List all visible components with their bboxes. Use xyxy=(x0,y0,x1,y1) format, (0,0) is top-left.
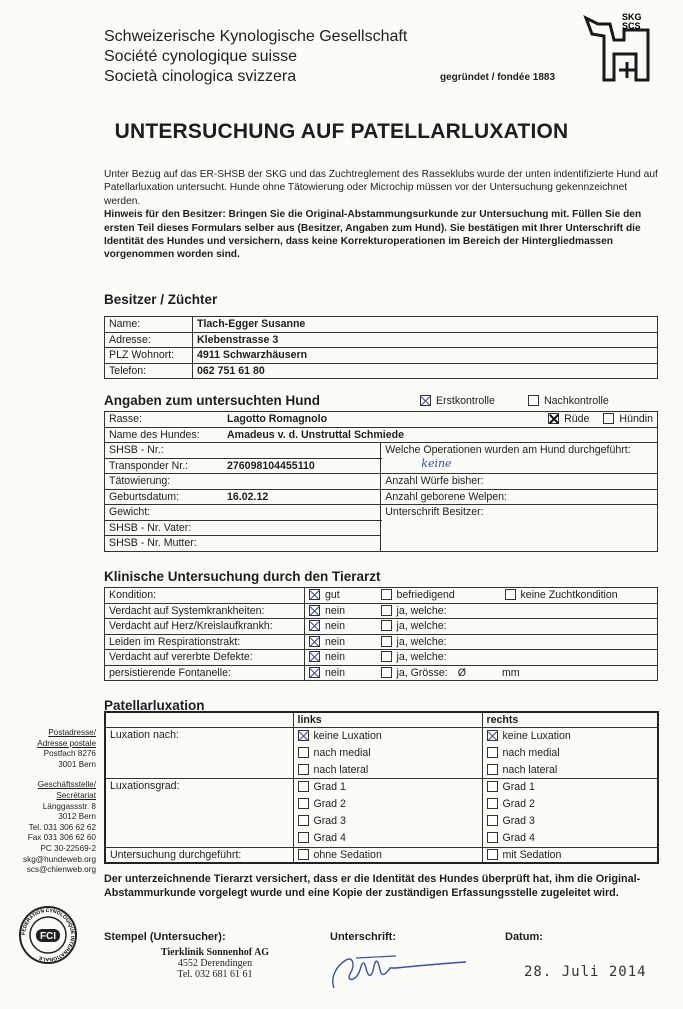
breed-value[interactable]: Lagotto Romagnolo xyxy=(227,413,328,425)
luxation-left xyxy=(293,728,482,779)
postadresse-label: Postadresse/ xyxy=(48,728,96,737)
secretariat-label: Secrétariat xyxy=(56,790,96,800)
ja-label: ja, welche: xyxy=(396,620,447,632)
breed-cell xyxy=(105,412,381,428)
shsb-cell[interactable]: SHSB - Nr.: xyxy=(105,443,381,459)
erstkontrolle-option[interactable] xyxy=(420,395,495,407)
medial-right-checkbox[interactable] xyxy=(487,747,498,758)
owner-signature-cell[interactable]: Unterschrift Besitzer: xyxy=(381,505,658,552)
email-scs[interactable]: scs@chienweb.org xyxy=(26,865,96,875)
post-city: 3001 Bern xyxy=(58,759,96,769)
clinical-row xyxy=(105,619,658,635)
keine-luxation-right-checkbox[interactable] xyxy=(487,730,498,741)
logo-text-skg: SKG xyxy=(622,12,642,22)
breed-label: Rasse: xyxy=(109,413,142,425)
clinical-row xyxy=(105,603,658,619)
option-label: nach lateral xyxy=(502,763,558,776)
grade-right-option[interactable] xyxy=(487,830,654,847)
luxation-right xyxy=(482,728,658,779)
lux-left-option[interactable] xyxy=(298,745,478,762)
birthdate-cell xyxy=(105,489,381,505)
stamp-clinic-city: 4552 Derendingen xyxy=(177,958,253,969)
dog-table xyxy=(104,411,658,552)
ja-checkbox[interactable] xyxy=(381,651,392,662)
weight-cell[interactable]: Gewicht: xyxy=(105,505,381,521)
grade-left-option[interactable] xyxy=(298,813,478,830)
grad3-right-checkbox[interactable] xyxy=(487,815,498,826)
option-label: Grad 2 xyxy=(502,798,535,811)
nachkontrolle-label: Nachkontrolle xyxy=(544,395,609,407)
grade-left-option[interactable] xyxy=(298,796,478,813)
clinical-label: Verdacht auf Systemkrankheiten: xyxy=(105,603,305,619)
lux-right-option[interactable] xyxy=(487,762,654,779)
vet-signature xyxy=(326,948,476,992)
sedation-label: Untersuchung durchgeführt: xyxy=(105,847,293,863)
fci-text: FCI xyxy=(39,931,57,942)
clinical-option-ja[interactable] xyxy=(377,603,658,619)
stamp-clinic-phone: Tel. 032 681 61 61 xyxy=(177,969,253,980)
owner-hint: Hinweis für den Besitzer: Bringen Sie die Original-Abstammungsurkunde zur Untersuchung mit. Füllen Sie den ersten Teil dieses Formulars selber aus (Besitzer, Angaben zum Hund). Sie bestätigen mit Ihrer Unterschrift die Identität des Hundes und versichern, dass keine Korrekturoperationen im Bereich der Hintergliedmassen vorgenommen worden sind. xyxy=(104,209,642,261)
contact-sidebar xyxy=(6,728,96,876)
grade-left-option[interactable] xyxy=(298,830,478,847)
owner-label: PLZ Wohnort: xyxy=(105,348,193,364)
diameter-symbol: Ø xyxy=(457,666,466,679)
dog-row xyxy=(105,427,658,443)
patella-heading: Patellarluxation xyxy=(104,698,205,713)
option-label: keine Luxation xyxy=(502,730,571,742)
ja-checkbox[interactable] xyxy=(381,667,392,678)
father-cell[interactable]: SHSB - Nr. Vater: xyxy=(105,520,381,536)
clinic-stamp xyxy=(140,947,290,980)
patella-header-row xyxy=(105,712,658,728)
clinical-label: Kondition: xyxy=(105,588,305,604)
ja-size-label: ja, Grösse: xyxy=(396,666,448,679)
links-header: links xyxy=(293,712,482,728)
puppies-cell[interactable]: Anzahl geborene Welpen: xyxy=(381,489,658,505)
nein-checkbox[interactable] xyxy=(309,636,320,647)
dog-row xyxy=(105,474,658,490)
page-title: UNTERSUCHUNG AUF PATELLARLUXATION xyxy=(114,120,569,143)
clinical-label: Verdacht auf vererbte Defekte: xyxy=(105,650,305,666)
postal-account: PC 30-22569-2 xyxy=(40,843,96,853)
operations-answer: keine xyxy=(421,457,452,470)
owner-address-value[interactable]: Klebenstrasse 3 xyxy=(193,332,658,348)
nein-label: nein xyxy=(325,666,346,679)
grade-right-option[interactable] xyxy=(487,813,654,830)
mit-sedation-checkbox[interactable] xyxy=(487,849,498,860)
clinical-row xyxy=(105,665,658,681)
grad1-right-checkbox[interactable] xyxy=(487,781,498,792)
clinical-option-keine-zucht[interactable] xyxy=(501,588,658,604)
gut-label: gut xyxy=(325,589,340,601)
geschaeftsstelle-label: Geschäftsstelle/ xyxy=(37,780,96,790)
owner-row xyxy=(105,363,658,379)
rechts-header: rechts xyxy=(482,712,658,728)
ohne-sedation-label: ohne Sedation xyxy=(313,848,382,861)
fci-ring-text: FEDERATION CYNOLOGIQUE INTERNATIONALE xyxy=(20,907,76,963)
clinical-option-nein[interactable] xyxy=(305,650,377,666)
grade-left-option[interactable] xyxy=(298,779,478,796)
option-label: Grad 4 xyxy=(313,831,346,844)
owner-row xyxy=(105,317,658,333)
huendin-checkbox[interactable] xyxy=(603,413,614,424)
gut-checkbox[interactable] xyxy=(309,589,320,600)
adresse-postale-label: Adresse postale xyxy=(37,738,96,748)
huendin-label: Hündin xyxy=(619,413,653,425)
option-label: Grad 4 xyxy=(502,831,535,844)
org-name-it: Società cinologica svizzera xyxy=(104,68,297,85)
medial-left-checkbox[interactable] xyxy=(298,747,309,758)
owner-row xyxy=(105,348,658,364)
grade-label: Luxationsgrad: xyxy=(105,779,293,847)
patella-sedation-row xyxy=(105,847,658,863)
lateral-left-checkbox[interactable] xyxy=(298,764,309,775)
fci-logo xyxy=(18,905,78,965)
sex-cell xyxy=(381,412,658,428)
birthdate-value[interactable]: 16.02.12 xyxy=(227,490,269,503)
nein-checkbox[interactable] xyxy=(309,620,320,631)
org-name-de: Schweizerische Kynologische Gesellschaft xyxy=(104,28,408,45)
clinical-option-nein[interactable] xyxy=(305,634,377,650)
ruede-checkbox[interactable] xyxy=(548,413,559,424)
litters-cell[interactable]: Anzahl Würfe bisher: xyxy=(381,474,658,490)
dog-name-label: Name des Hundes: xyxy=(109,428,200,441)
ja-checkbox[interactable] xyxy=(381,605,392,616)
grade-right-option[interactable] xyxy=(487,796,654,813)
option-label: nach lateral xyxy=(313,763,369,776)
patella-table xyxy=(104,711,659,864)
office-street: Länggassstr. 8 xyxy=(42,801,96,811)
nein-label: nein xyxy=(325,604,346,617)
ja-label: ja, welche: xyxy=(396,604,447,617)
clinical-option-ja[interactable] xyxy=(377,634,658,650)
sedation-right[interactable] xyxy=(482,847,658,863)
grad2-right-checkbox[interactable] xyxy=(487,798,498,809)
clinical-label: Leiden im Respirationstrakt: xyxy=(105,634,305,650)
dog-row xyxy=(105,505,658,521)
phone: Tel. 031 306 62 62 xyxy=(28,822,96,832)
befriedigend-checkbox[interactable] xyxy=(381,589,392,600)
email-skg[interactable]: skg@hundeweb.org xyxy=(23,854,96,864)
ja-label: ja, welche: xyxy=(396,651,447,663)
patella-grade-row xyxy=(105,779,658,847)
tattoo-cell[interactable]: Tätowierung: xyxy=(105,474,381,490)
befriedigend-label: befriedigend xyxy=(396,589,455,601)
lux-right-option[interactable] xyxy=(487,728,654,745)
erstkontrolle-checkbox[interactable] xyxy=(420,395,431,406)
nein-label: nein xyxy=(325,651,346,663)
stamp-label: Stempel (Untersucher): xyxy=(104,931,226,943)
grad3-left-checkbox[interactable] xyxy=(298,815,309,826)
owner-city-value[interactable]: 4911 Schwarzhäusern xyxy=(193,348,658,364)
luxation-label: Luxation nach: xyxy=(105,728,293,779)
clinical-option-gut[interactable] xyxy=(305,588,377,604)
option-label: nach medial xyxy=(502,746,560,759)
nachkontrolle-checkbox[interactable] xyxy=(528,395,539,406)
nachkontrolle-option[interactable] xyxy=(528,395,609,407)
dog-name-value[interactable]: Amadeus v. d. Unstruttal Schmiede xyxy=(227,428,404,441)
grade-left xyxy=(293,779,482,847)
transponder-label: Transponder Nr.: xyxy=(109,459,189,472)
logo-text-scs: SCS xyxy=(622,21,641,31)
keine-zucht-checkbox[interactable] xyxy=(505,589,516,600)
grade-right-option[interactable] xyxy=(487,779,654,796)
option-label: Grad 2 xyxy=(313,798,346,811)
date-label: Datum: xyxy=(505,931,543,943)
mm-unit: mm xyxy=(501,666,520,679)
mit-sedation-label: mit Sedation xyxy=(502,848,562,861)
patella-luxation-row xyxy=(105,728,658,779)
option-label: Grad 1 xyxy=(313,781,346,794)
lux-left-option[interactable] xyxy=(298,728,478,745)
clinical-option-nein[interactable] xyxy=(305,603,377,619)
nein-checkbox[interactable] xyxy=(309,667,320,678)
erstkontrolle-label: Erstkontrolle xyxy=(436,395,495,407)
intro-paragraph: Unter Bezug auf das ER-SHSB der SKG und das Zuchtreglement des Rasseklubs wurde der unten indentifizierte Hund auf Patellarluxation untersucht. Hunde ohne Tätowierung oder Microchip müssen vor der Untersuchung gekennzeichnet werden. xyxy=(104,169,658,207)
owner-label: Adresse: xyxy=(105,332,193,348)
nein-checkbox[interactable] xyxy=(309,605,320,616)
lux-right-option[interactable] xyxy=(487,745,654,762)
clinical-option-nein[interactable] xyxy=(305,665,377,681)
exam-date: 28. Juli 2014 xyxy=(524,964,647,980)
nein-checkbox[interactable] xyxy=(309,651,320,662)
dog-row xyxy=(105,443,658,459)
nein-label: nein xyxy=(325,620,346,632)
nein-label: nein xyxy=(325,635,346,648)
lux-left-option[interactable] xyxy=(298,762,478,779)
option-label: Grad 3 xyxy=(313,814,346,827)
clinical-row xyxy=(105,588,658,604)
operations-cell[interactable] xyxy=(381,443,658,474)
clinical-option-befriedigend[interactable] xyxy=(377,588,501,604)
ja-label: ja, welche: xyxy=(396,635,447,648)
clinical-row xyxy=(105,650,658,666)
owner-table xyxy=(104,316,658,379)
lateral-right-checkbox[interactable] xyxy=(487,764,498,775)
grad4-right-checkbox[interactable] xyxy=(487,832,498,843)
clinical-option-nein[interactable] xyxy=(305,619,377,635)
patella-corner xyxy=(105,712,293,728)
intro-text xyxy=(104,168,664,262)
postfach: Postfach 8276 xyxy=(43,749,96,759)
clinical-label: persistierende Fontanelle: xyxy=(105,665,305,681)
birthdate-label: Geburtsdatum: xyxy=(109,490,180,503)
option-label: nach medial xyxy=(313,746,371,759)
owner-phone-value[interactable]: 062 751 61 80 xyxy=(193,363,658,379)
transponder-value[interactable]: 276098104455110 xyxy=(227,459,315,472)
grad2-left-checkbox[interactable] xyxy=(298,798,309,809)
skg-dog-logo xyxy=(578,10,660,88)
owner-label: Name: xyxy=(105,317,193,333)
clinical-heading: Klinische Untersuchung durch den Tierarzt xyxy=(104,569,381,584)
option-label: Grad 3 xyxy=(502,814,535,827)
option-label: Grad 1 xyxy=(502,781,535,794)
grad1-left-checkbox[interactable] xyxy=(298,781,309,792)
stamp-clinic-name: Tierklinik Sonnenhof AG xyxy=(160,947,270,958)
option-label: keine Luxation xyxy=(313,730,382,742)
ja-checkbox[interactable] xyxy=(381,636,392,647)
keine-zucht-label: keine Zuchtkondition xyxy=(520,589,618,601)
founded-note: gegründet / fondée 1883 xyxy=(440,72,556,83)
dog-row xyxy=(105,489,658,505)
organization-names xyxy=(104,27,407,87)
clinical-label: Verdacht auf Herz/Kreislaufkrankh: xyxy=(105,619,305,635)
dog-name-cell xyxy=(105,427,658,443)
clinical-table xyxy=(104,587,658,681)
grad4-left-checkbox[interactable] xyxy=(298,832,309,843)
clinical-option-ja[interactable] xyxy=(377,619,658,635)
clinical-option-ja[interactable] xyxy=(377,650,658,666)
owner-heading: Besitzer / Züchter xyxy=(104,292,218,307)
office-city: 3012 Bern xyxy=(58,812,96,822)
org-name-fr: Société cynologique suisse xyxy=(104,48,298,65)
signature-label: Unterschrift: xyxy=(330,931,397,943)
clinical-option-ja[interactable] xyxy=(377,665,658,681)
grade-right xyxy=(482,779,658,847)
sedation-left[interactable] xyxy=(293,847,482,863)
keine-luxation-left-checkbox[interactable] xyxy=(298,730,309,741)
ruede-label: Rüde xyxy=(564,413,590,425)
ja-checkbox[interactable] xyxy=(381,620,392,631)
dog-heading: Angaben zum untersuchten Hund xyxy=(104,393,320,408)
clinical-row xyxy=(105,634,658,650)
owner-name-value[interactable]: Tlach-Egger Susanne xyxy=(193,317,658,333)
fax: Fax 031 306 62 60 xyxy=(27,833,96,843)
mother-cell[interactable]: SHSB - Nr. Mutter: xyxy=(105,536,381,552)
transponder-cell xyxy=(105,458,381,474)
operations-question: Welche Operationen wurden am Hund durchgeführt: xyxy=(385,444,631,456)
owner-label: Telefon: xyxy=(105,363,193,379)
ohne-sedation-checkbox[interactable] xyxy=(298,849,309,860)
vet-declaration: Der unterzeichnende Tierarzt versichert, dass er die Identität des Hundes überprüft hat, ihm die Original-Abstammurkunde vorgelegt wurde und eine Kopie der zuständigen Erfassungsstelle zugeleitet wird. xyxy=(104,873,641,899)
owner-row xyxy=(105,332,658,348)
dog-row xyxy=(105,412,658,428)
